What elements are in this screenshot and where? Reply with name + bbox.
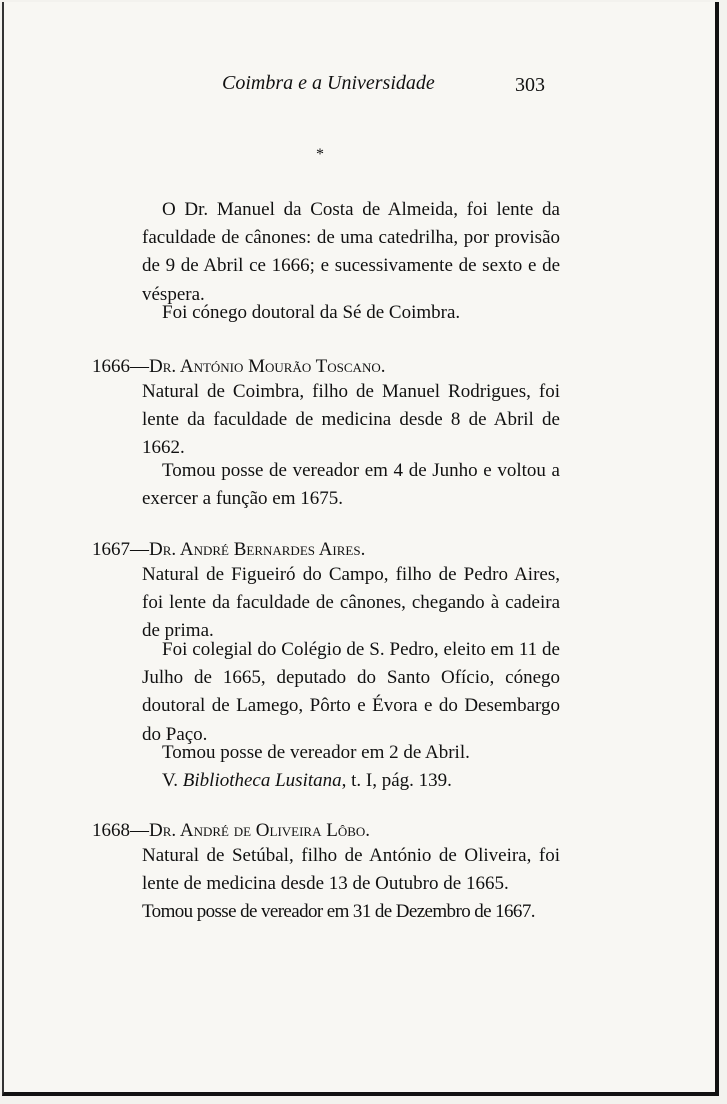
entry-1667-paragraph-2: Foi colegial do Colégio de S. Pedro, eleito em 11 de Julho de 1665, deputado do Santo Ofício, cónego doutoral de Lamego, Pôrto e Évora e do Desembargo do Paço. (142, 639, 560, 745)
entry-heading-1666 (92, 356, 385, 378)
entry-1667-paragraph-1: Natural de Figueiró do Campo, filho de Pedro Aires, foi lente da faculdade de cânones, chegando à cadeira de prima. (142, 564, 560, 642)
reference-prefix: V. (162, 770, 183, 791)
book-page (2, 2, 719, 1096)
intro-paragraph-2: Foi cónego doutoral da Sé de Coimbra. (162, 302, 461, 323)
entry-1668-paragraph-1: Natural de Setúbal, filho de António de Oliveira, foi lente de medicina desde 13 de Outubro de 1665. (142, 845, 560, 895)
intro-paragraph: O Dr. Manuel da Costa de Almeida, foi lente da faculdade de cânones: de uma catedrilha, por provisão de 9 de Abril ce 1666; e sucessivamente de sexto e de véspera. (142, 199, 560, 305)
entry-1666-paragraph-2: Tomou posse de vereador em 4 de Junho e voltou a exercer a função em 1675. (142, 460, 560, 510)
entry-1667-paragraph-3: Tomou posse de vereador em 2 de Abril. (162, 742, 470, 763)
reference-suffix: , t. I, pág. 139. (341, 770, 452, 791)
entry-year: 1667— (92, 539, 149, 560)
section-separator: * (316, 146, 324, 163)
entry-heading-1667 (92, 539, 365, 561)
entry-name: Dr. André de Oliveira Lôbo. (149, 820, 371, 841)
entry-year: 1666— (92, 356, 149, 377)
running-header-title: Coimbra e a Universidade (222, 72, 435, 94)
entry-name: Dr. António Mourão Toscano. (149, 356, 386, 377)
entry-1666-paragraph-1: Natural de Coimbra, filho de Manuel Rodrigues, foi lente da faculdade de medicina desde 8 de Abril de 1662. (142, 381, 560, 459)
entry-1667-paragraph-4 (142, 767, 560, 795)
entry-heading-1668 (92, 820, 370, 842)
entry-1668-paragraph-2: Tomou posse de vereador em 31 de Dezembro de 1667. (142, 901, 535, 922)
entry-year: 1668— (92, 820, 149, 841)
entry-name: Dr. André Bernardes Aires. (149, 539, 366, 560)
reference-title: Bibliotheca Lusitana (182, 770, 342, 791)
page-number: 303 (515, 74, 545, 96)
